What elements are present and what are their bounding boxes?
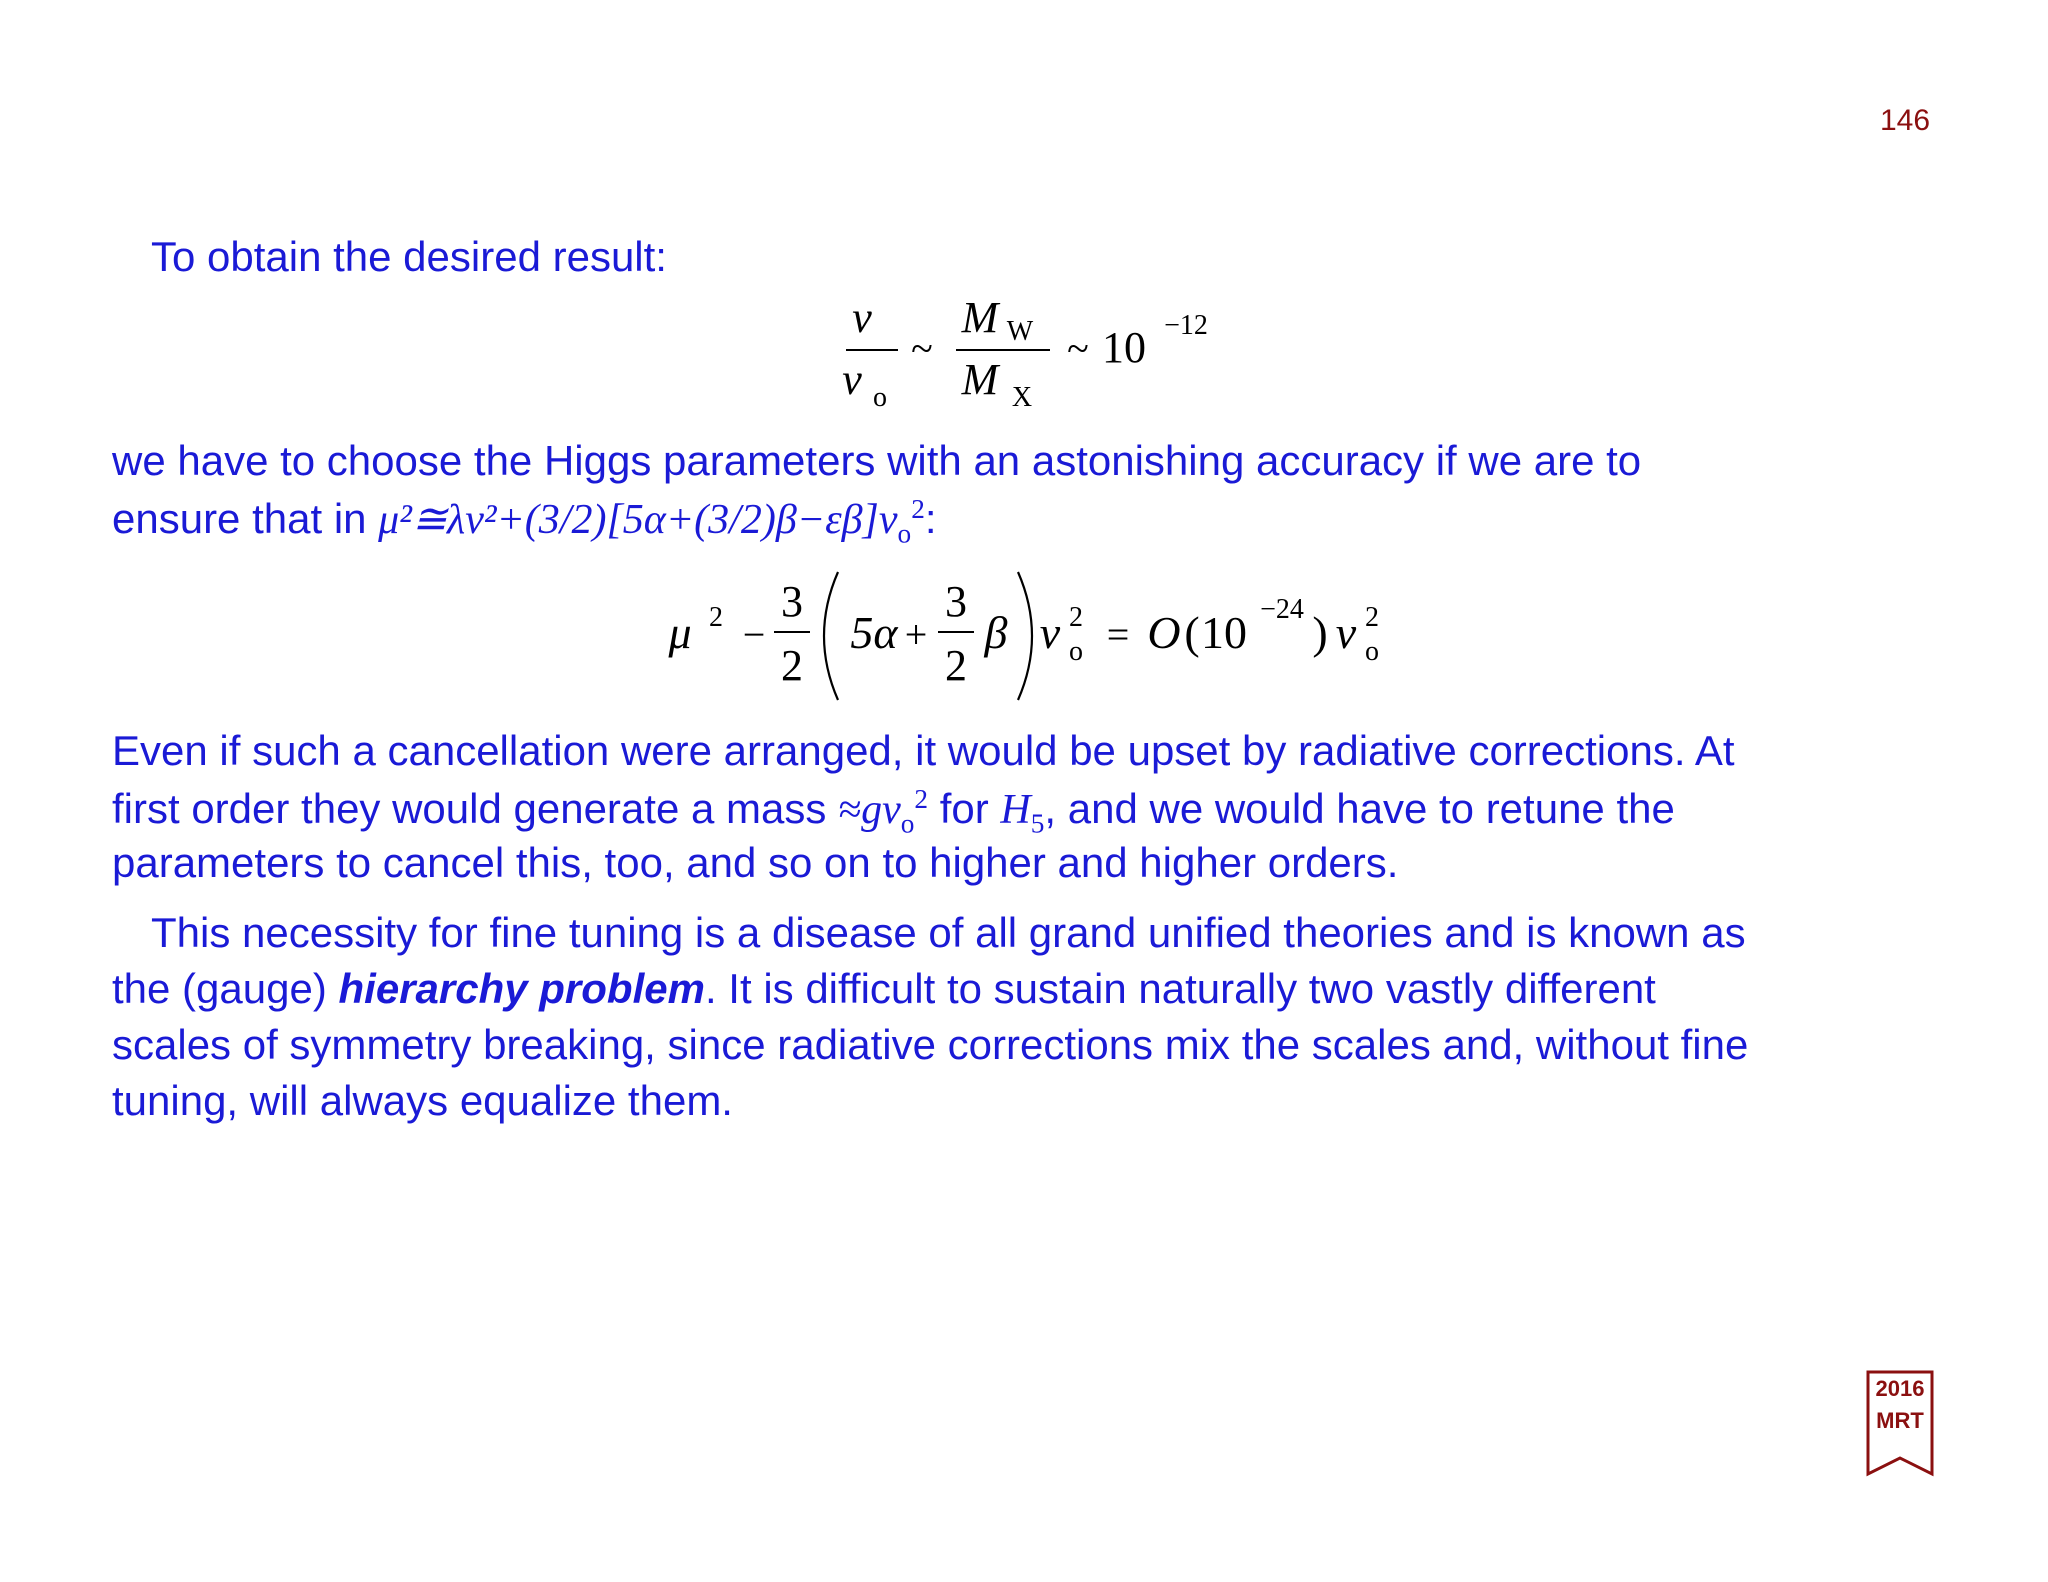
intro-text: To obtain the desired result:: [151, 233, 667, 280]
para2-math-expr: ≈gv: [838, 787, 901, 833]
eq2-v2: v: [1335, 607, 1357, 658]
eq1-num-right-sub: W: [1006, 316, 1034, 347]
eq2-equals: =: [1106, 612, 1130, 657]
para2-line2-math: [838, 784, 929, 839]
eq2-frac2-den: 2: [945, 641, 967, 690]
equation-cancellation: [660, 566, 1390, 706]
para3-line2-prefix: the (gauge): [112, 965, 339, 1012]
eq2-plus: +: [904, 612, 928, 657]
para2-line2-mid: for: [928, 785, 1001, 832]
para2-math-sup: 2: [914, 784, 929, 814]
eq1-num-right: M: [961, 293, 999, 342]
para1-line2-math: [378, 494, 925, 549]
para1-line2: [112, 496, 937, 548]
eq2-ten: 10: [1201, 607, 1247, 658]
eq1-den-left: v: [842, 355, 862, 404]
eq2-mu-sup: 2: [709, 602, 723, 633]
para2-math-sub: o: [900, 808, 915, 839]
para2-line2-prefix: first order they would generate a mass: [112, 785, 839, 832]
para2-line2-H: [1000, 787, 1045, 839]
para2-H: H: [1000, 787, 1031, 833]
eq2-v-sup: 2: [1069, 602, 1083, 633]
eq1-power-exp: −12: [1164, 310, 1208, 341]
eq1-sim2: ~: [1067, 326, 1089, 371]
para2-line1: Even if such a cancellation were arranged, it would be upset by radiative corrections. At: [112, 727, 1735, 774]
eq1-den-right: M: [961, 355, 999, 404]
eq2-left-paren: [824, 572, 838, 700]
eq1-den-left-sub: o: [873, 382, 887, 413]
para2-line3: parameters to cancel this, too, and so on to higher and higher orders.: [112, 839, 1399, 886]
eq2-mu: μ: [668, 607, 692, 658]
para1-math-expr: μ²≅λv²+(3/2)[5α+(3/2)β−εβ]v: [378, 497, 898, 543]
eq1-num-left: v: [852, 293, 872, 342]
eq2-5alpha: 5α: [850, 607, 898, 658]
eq2-v: v: [1039, 607, 1061, 658]
para1-math-sub: o: [897, 518, 912, 549]
eq1-den-right-sub: X: [1011, 382, 1033, 413]
eq2-v-sub: o: [1069, 636, 1083, 667]
para3-line2: [112, 965, 1656, 1012]
para3-line4: tuning, will always equalize them.: [112, 1077, 733, 1124]
eq2-paren-close: ): [1312, 607, 1328, 658]
eq2-frac1-num: 3: [781, 577, 803, 626]
equation-ratio: [830, 290, 1230, 420]
page-number: 146: [1880, 104, 1931, 137]
eq2-O: O: [1147, 607, 1181, 658]
eq2-frac1-den: 2: [781, 641, 803, 690]
badge-initials: MRT: [1876, 1408, 1924, 1433]
badge-year: 2016: [1875, 1376, 1925, 1401]
para1-math-sup: 2: [911, 494, 925, 524]
hierarchy-problem-term: hierarchy problem: [338, 965, 705, 1012]
eq2-frac2-num: 3: [945, 577, 967, 626]
eq2-beta: β: [984, 607, 1008, 658]
para3-line3: scales of symmetry breaking, since radiative corrections mix the scales and, without fine: [112, 1021, 1749, 1068]
eq1-power-base: 10: [1102, 323, 1146, 372]
para1-line2-prefix: ensure that in: [112, 495, 379, 542]
eq2-v2-sup: 2: [1365, 602, 1379, 633]
para3-line2-suffix: . It is difficult to sustain naturally two vastly different: [704, 965, 1656, 1012]
para1-line2-suffix: :: [924, 495, 937, 542]
para2-line2-suffix: , and we would have to retune the: [1044, 785, 1675, 832]
eq2-v2-sub: o: [1365, 636, 1379, 667]
para2-line2: [112, 786, 1675, 838]
eq2-paren-open: (: [1184, 607, 1200, 658]
eq2-ten-exp: −24: [1260, 594, 1304, 625]
para2-H-sub: 5: [1030, 808, 1045, 839]
eq2-minus: −: [742, 612, 766, 657]
eq1-sim1: ~: [911, 326, 933, 371]
eq2-right-paren: [1018, 572, 1032, 700]
para1-line1: we have to choose the Higgs parameters with an astonishing accuracy if we are to: [112, 437, 1642, 484]
para3-line1: This necessity for fine tuning is a disease of all grand unified theories and is known as: [151, 909, 1746, 956]
